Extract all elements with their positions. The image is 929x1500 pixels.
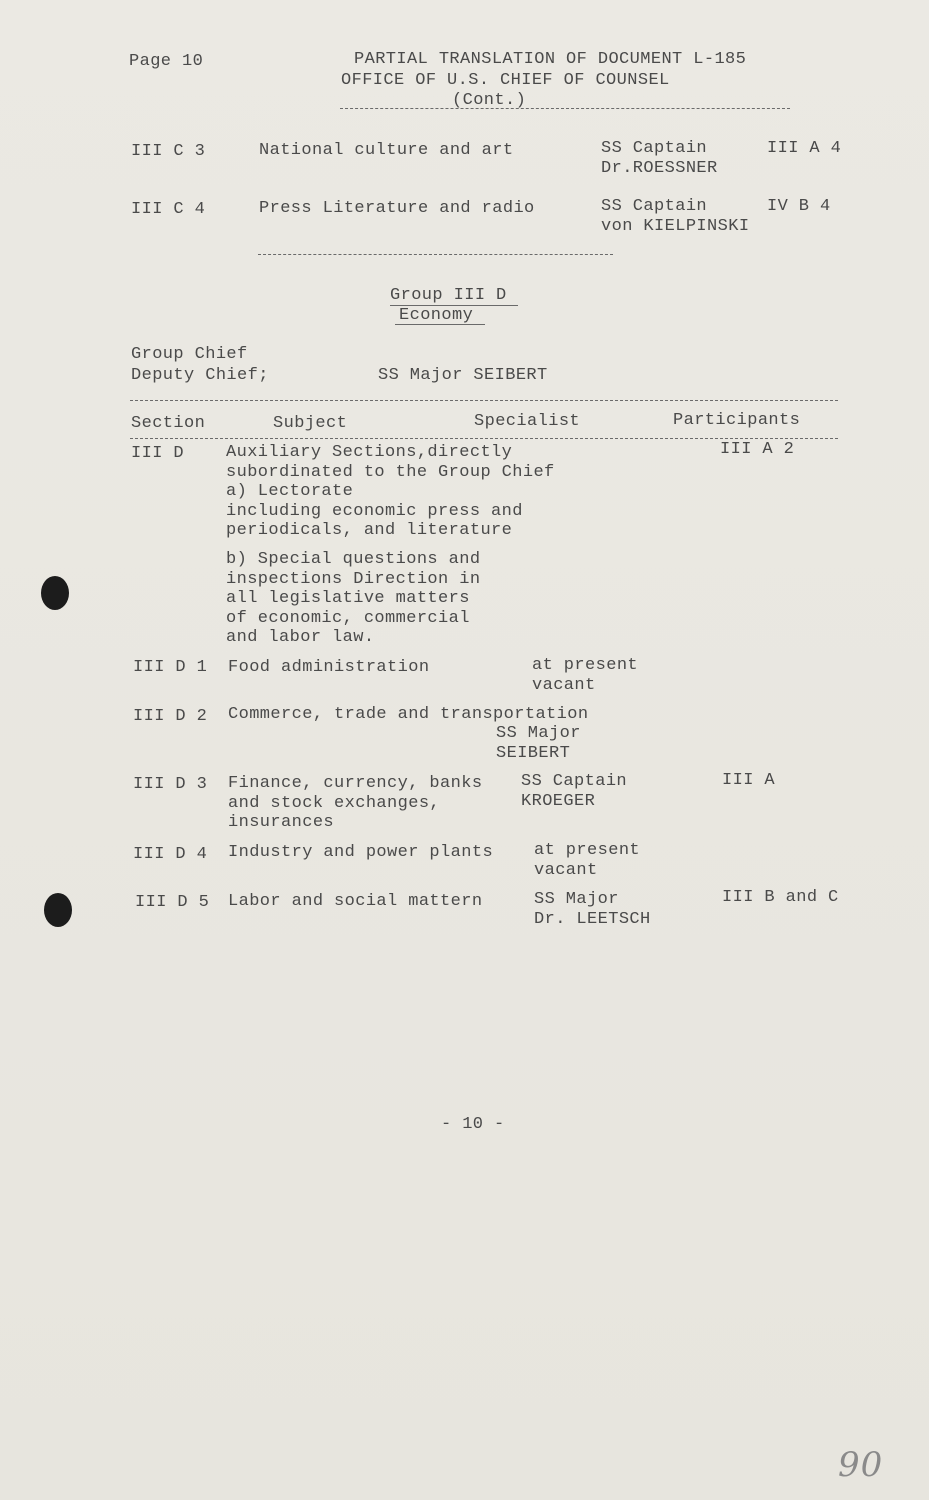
document-title: PARTIAL TRANSLATION OF DOCUMENT L-185 xyxy=(354,50,747,69)
header-subject: Subject xyxy=(273,414,348,433)
page-label: Page 10 xyxy=(129,52,204,71)
table-row-subject: Labor and social mattern xyxy=(228,892,483,911)
table-row-specialist: SS Major Dr. LEETSCH xyxy=(534,890,651,929)
table-row-participants: III A 2 xyxy=(720,440,795,459)
handwritten-page-number: 90 xyxy=(838,1445,884,1485)
row-subject: National culture and art xyxy=(259,141,514,160)
row-specialist: SS Captain von KIELPINSKI xyxy=(601,197,750,236)
header-specialist: Specialist xyxy=(474,412,581,431)
table-row-participants: III A xyxy=(722,771,776,790)
table-row-section: III D 5 xyxy=(135,893,210,912)
punch-hole xyxy=(41,576,69,610)
header-divider xyxy=(340,108,790,109)
header-section: Section xyxy=(131,414,206,433)
table-header-rule xyxy=(130,438,838,439)
group-chief-label: Group Chief xyxy=(131,345,248,364)
table-row-participants: III B and C xyxy=(722,888,839,907)
table-row-specialist: SS Major SEIBERT xyxy=(496,724,581,763)
row-section: III C 4 xyxy=(131,200,206,219)
row-section: III C 3 xyxy=(131,142,206,161)
table-row-specialist: at present vacant xyxy=(532,656,639,695)
group-subtitle-underline xyxy=(395,324,485,325)
table-row-section: III D 1 xyxy=(133,658,208,677)
row-participants: IV B 4 xyxy=(767,197,831,216)
row-subject: Press Literature and radio xyxy=(259,199,535,218)
table-row-section: III D xyxy=(131,444,185,463)
table-row-subject: Industry and power plants xyxy=(228,843,494,862)
document-office: OFFICE OF U.S. CHIEF OF COUNSEL xyxy=(341,71,670,90)
section-divider xyxy=(258,254,613,255)
table-row-subject: Commerce, trade and transportation xyxy=(228,705,589,724)
deputy-chief-label: Deputy Chief; xyxy=(131,366,269,385)
table-row-specialist: at present vacant xyxy=(534,841,641,880)
table-top-rule xyxy=(130,400,838,401)
row-participants: III A 4 xyxy=(767,139,842,158)
group-title: Group III D xyxy=(390,286,507,305)
row-specialist: SS Captain Dr.ROESSNER xyxy=(601,139,718,178)
document-cont: (Cont.) xyxy=(452,91,527,110)
table-row-subject: Finance, currency, banks and stock exchanges, insurances xyxy=(228,774,483,832)
page-number: - 10 - xyxy=(441,1115,505,1134)
table-row-section: III D 4 xyxy=(133,845,208,864)
deputy-chief-value: SS Major SEIBERT xyxy=(378,366,548,385)
punch-hole xyxy=(44,893,72,927)
table-row-specialist: SS Captain KROEGER xyxy=(521,772,628,811)
header-participants: Participants xyxy=(673,411,801,430)
table-row-subject-b: b) Special questions and inspections Direction in all legislative matters of economic, commercial and labor law. xyxy=(226,550,481,647)
table-row-section: III D 3 xyxy=(133,775,208,794)
table-row-subject: Food administration xyxy=(228,658,430,677)
table-row-subject: Auxiliary Sections,directly subordinated to the Group Chief a) Lectorate including economic press and periodicals, and literature xyxy=(226,443,555,540)
table-row-section: III D 2 xyxy=(133,707,208,726)
group-subtitle: Economy xyxy=(399,306,474,325)
